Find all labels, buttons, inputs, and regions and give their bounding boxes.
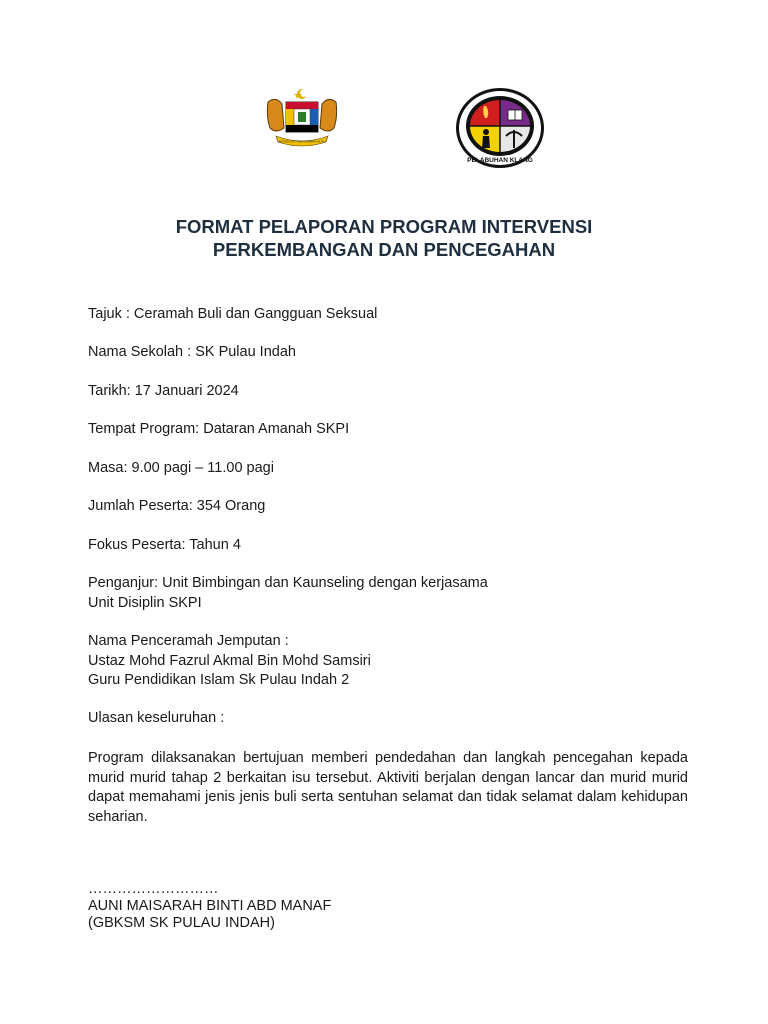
field-nama-sekolah: Nama Sekolah : SK Pulau Indah bbox=[88, 344, 296, 360]
ulasan-paragraph: Program dilaksanakan bertujuan memberi pendedahan dan langkah pencegahan kepada murid murid tahap 2 berkaitan isu tersebut. Aktiviti berjalan dengan lancar dan murid murid dapat memahami jenis jenis buli serta sentuhan selamat dan tidak selamat dalam kehidupan seharian. bbox=[88, 750, 688, 825]
field-tempat: Tempat Program: Dataran Amanah SKPI bbox=[88, 421, 350, 437]
field-penganjur-line-1: Penganjur: Unit Bimbingan dan Kaunseling dengan kerjasama bbox=[88, 575, 488, 591]
field-tajuk: Tajuk : Ceramah Buli dan Gangguan Seksual bbox=[88, 306, 378, 322]
signature-name: AUNI MAISARAH BINTI ABD MANAF bbox=[88, 898, 332, 914]
jata-negara-logo bbox=[262, 88, 342, 148]
field-penceramah-label: Nama Penceramah Jemputan : bbox=[88, 633, 289, 649]
field-jumlah-peserta: Jumlah Peserta: 354 Orang bbox=[88, 498, 266, 514]
signature-dots: ……………………… bbox=[88, 881, 219, 897]
field-tarikh: Tarikh: 17 Januari 2024 bbox=[88, 383, 239, 399]
title-line-2: PERKEMBANGAN DAN PENCEGAHAN bbox=[212, 239, 556, 260]
field-penganjur-line-2: Unit Disiplin SKPI bbox=[88, 595, 202, 611]
page-title bbox=[0, 215, 768, 261]
field-fokus-peserta: Fokus Peserta: Tahun 4 bbox=[88, 537, 241, 553]
field-penceramah-name: Ustaz Mohd Fazrul Akmal Bin Mohd Samsiri bbox=[88, 653, 371, 669]
field-ulasan-label: Ulasan keseluruhan : bbox=[88, 710, 225, 726]
field-penceramah-role: Guru Pendidikan Islam Sk Pulau Indah 2 bbox=[88, 672, 350, 688]
field-masa: Masa: 9.00 pagi – 11.00 pagi bbox=[88, 460, 274, 476]
school-crest-logo bbox=[454, 86, 546, 170]
svg-text:PELABUHAN KLANG: PELABUHAN KLANG bbox=[467, 157, 533, 164]
title-line-1: FORMAT PELAPORAN PROGRAM INTERVENSI bbox=[175, 216, 593, 237]
svg-text:BERSEKUTU BERTAMBAH MUTU: BERSEKUTU BERTAMBAH MUTU bbox=[278, 139, 326, 144]
signature-title: (GBKSM SK PULAU INDAH) bbox=[88, 915, 275, 931]
